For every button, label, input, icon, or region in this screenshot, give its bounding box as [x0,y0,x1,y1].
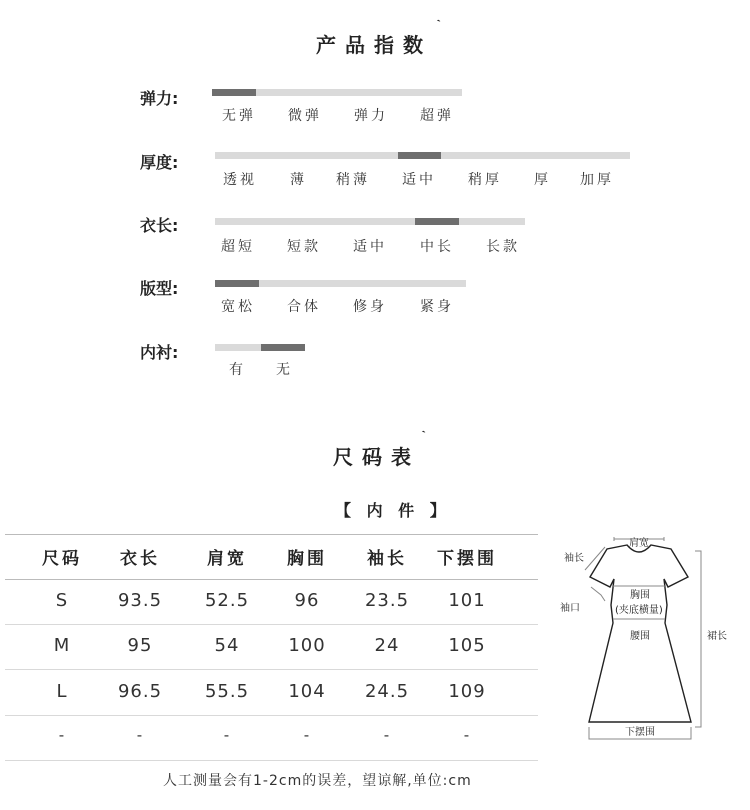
option-label: 修身 [353,299,387,315]
option-label: 宽松 [221,299,255,315]
option-label: 薄 [290,172,307,188]
option-label: 适中 [402,172,436,188]
title-tick-mark: ˋ [435,17,446,32]
row-label-length: 衣长: [140,216,179,235]
option-label: 短款 [287,239,321,255]
table-header-cell: 胸围 [287,549,327,569]
table-cell: 104 [288,681,326,702]
option-label: 弹力 [354,108,388,124]
table-cell: 96 [294,590,320,611]
cuff-label: 袖口 [560,603,580,614]
sleeve-length-label: 袖长 [564,553,584,564]
shoulder-width-label: 肩宽 [629,538,649,549]
table-cell: 105 [448,635,486,656]
chest-label: 胸围 [630,590,650,601]
table-cell: 96.5 [117,681,163,702]
table-cell: - [223,726,231,744]
table-cell: 23.5 [364,590,410,611]
skirt-length-label: 裙长 [707,631,727,642]
table-cell: 24.5 [364,681,410,702]
table-rule [5,624,538,625]
option-label: 紧身 [420,299,454,315]
option-label: 长款 [486,239,520,255]
table-cell: - [58,726,66,744]
table-rule [5,760,538,761]
table-cell: 93.5 [117,590,163,611]
option-label: 无 [276,362,293,378]
lining-marker [261,344,305,351]
table-cell: - [136,726,144,744]
row-label-fit: 版型: [140,279,179,298]
option-label: 稍薄 [336,172,370,188]
table-rule [5,534,538,535]
table-cell: - [303,726,311,744]
table-cell: M [53,635,71,656]
size-chart-title: 尺码表 [333,445,420,469]
table-cell: 55.5 [204,681,250,702]
length-track [215,218,525,225]
table-cell: 95 [127,635,153,656]
table-cell: 52.5 [204,590,250,611]
title-tick-mark: ˋ [420,428,431,443]
fit-marker [215,280,259,287]
option-label: 中长 [420,239,454,255]
option-label: 适中 [353,239,387,255]
table-header-cell: 袖长 [367,549,407,569]
table-rule [5,669,538,670]
table-rule [5,715,538,716]
row-label-lining: 内衬: [140,343,179,362]
option-label: 合体 [287,299,321,315]
option-label: 稍厚 [468,172,502,188]
elasticity-marker [212,89,256,96]
thickness-marker [398,152,441,159]
table-cell: - [463,726,471,744]
table-cell: - [383,726,391,744]
size-chart-subtitle: 【 内 件 】 [335,501,451,520]
length-marker [415,218,459,225]
option-label: 厚 [534,172,551,188]
hem-label: 下摆围 [625,727,655,738]
table-cell: L [56,681,68,702]
table-cell: 101 [448,590,486,611]
measurement-note: 人工测量会有1-2cm的误差，望谅解,单位:cm [163,773,472,789]
option-label: 加厚 [580,172,614,188]
dress-measurement-diagram [555,527,745,749]
chest-note-label: (夹底横量) [615,605,663,616]
table-header-cell: 肩宽 [207,549,247,569]
option-label: 无弹 [222,108,256,124]
table-cell: 109 [448,681,486,702]
waist-label: 腰围 [630,631,650,642]
table-rule [5,579,538,580]
option-label: 超短 [221,239,255,255]
product-index-title: 产品指数 [316,33,432,57]
table-header-cell: 尺码 [42,549,82,569]
row-label-elasticity: 弹力: [140,89,179,108]
table-cell: 24 [374,635,400,656]
option-label: 透视 [223,172,257,188]
option-label: 超弹 [420,108,454,124]
option-label: 有 [229,362,246,378]
option-label: 微弹 [288,108,322,124]
table-cell: S [55,590,69,611]
row-label-thickness: 厚度: [140,153,179,172]
table-header-cell: 衣长 [120,549,160,569]
table-cell: 100 [288,635,326,656]
table-cell: 54 [214,635,240,656]
table-header-cell: 下摆围 [437,549,497,569]
